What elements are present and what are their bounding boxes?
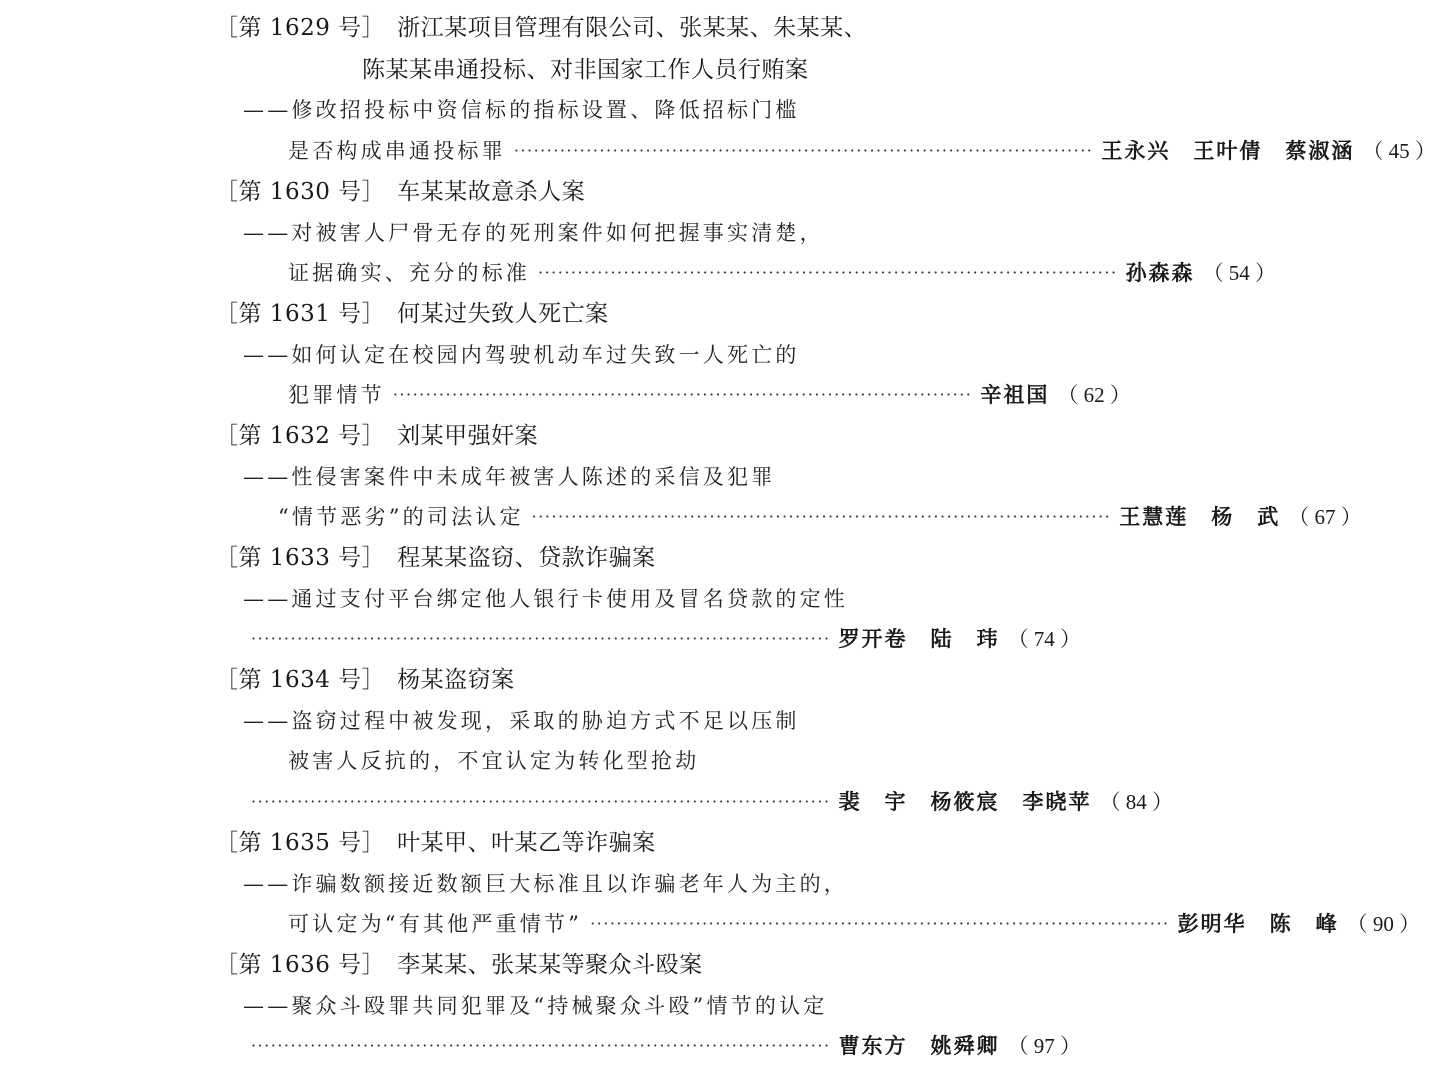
case-heading-1635 — [215, 823, 656, 863]
toc-entry-end — [288, 375, 1131, 415]
dot-leader: ························································································ — [538, 263, 1118, 282]
toc-entry-end — [288, 131, 1436, 171]
case-title: 浙江某项目管理有限公司、张某某、朱某某、 — [397, 15, 868, 41]
case-authors: 曹东方 姚舜卿 — [838, 1033, 1000, 1058]
case-authors: 裴 宇 杨筱宸 李晓苹 — [838, 789, 1092, 814]
case-authors: 王永兴 王叶倩 蔡淑涵 — [1101, 138, 1355, 163]
case-subtitle-end: 证据确实、充分的标准 — [288, 261, 530, 285]
toc-entry-end — [278, 497, 1362, 537]
case-number: ［第 1629 号］ — [215, 15, 386, 41]
dot-leader: ························································································ — [513, 141, 1094, 160]
toc-entry-end — [288, 253, 1277, 293]
case-heading-1633 — [215, 538, 656, 578]
dot-leader: ························································································ — [251, 1036, 831, 1055]
case-authors: 孙森森 — [1125, 260, 1195, 285]
dot-leader: ························································································ — [590, 914, 1170, 933]
page-number: （ 74 ） — [1007, 627, 1082, 651]
case-heading-1630 — [215, 172, 585, 212]
case-subtitle-end: 犯罪情节 — [288, 383, 385, 407]
case-title: 杨某盗窃案 — [397, 667, 515, 693]
dot-leader: ························································································ — [392, 385, 973, 404]
case-authors: 罗开卷 陆 玮 — [838, 626, 1000, 651]
case-subtitle: ——修改招投标中资信标的指标设置、降低招标门槛 — [243, 98, 800, 122]
case-subtitle: ——诈骗数额接近数额巨大标准且以诈骗老年人为主的， — [243, 872, 848, 896]
case-heading-1629 — [215, 8, 867, 48]
page-number: （ 84 ） — [1099, 790, 1174, 814]
case-title: 刘某甲强奸案 — [397, 423, 539, 449]
page-number: （ 97 ） — [1007, 1034, 1082, 1058]
case-number: ［第 1635 号］ — [215, 830, 386, 856]
page-number: （ 54 ） — [1202, 261, 1277, 285]
page-number: （ 67 ） — [1288, 505, 1362, 529]
case-heading-1634 — [215, 660, 515, 700]
case-number: ［第 1631 号］ — [215, 301, 386, 327]
case-subtitle: ——通过支付平台绑定他人银行卡使用及冒名贷款的定性 — [243, 587, 848, 611]
dot-leader: ························································································ — [251, 792, 831, 811]
case-title: 叶某甲、叶某乙等诈骗案 — [397, 830, 656, 856]
dot-leader: ························································································ — [531, 507, 1112, 526]
case-subtitle-end: 是否构成串通投标罪 — [288, 139, 506, 163]
case-number: ［第 1630 号］ — [215, 179, 386, 205]
case-subtitle: ——聚众斗殴罪共同犯罪及“持械聚众斗殴”情节的认定 — [243, 994, 828, 1018]
case-authors: 辛祖国 — [980, 382, 1050, 407]
case-title: 程某某盗窃、贷款诈骗案 — [397, 545, 656, 571]
dot-leader: ························································································ — [251, 629, 831, 648]
case-number: ［第 1634 号］ — [215, 667, 386, 693]
case-number: ［第 1636 号］ — [215, 952, 386, 978]
case-title-continued: 陈某某串通投标、对非国家工作人员行贿案 — [362, 57, 809, 83]
case-subtitle: ——盗窃过程中被发现，采取的胁迫方式不足以压制 — [243, 709, 800, 733]
case-subtitle-end: 可认定为“有其他严重情节” — [288, 912, 583, 936]
case-title: 车某某故意杀人案 — [397, 179, 586, 205]
page-number: （ 62 ） — [1057, 383, 1131, 407]
case-subtitle: ——对被害人尸骨无存的死刑案件如何把握事实清楚， — [243, 221, 824, 245]
case-heading-1631 — [215, 294, 609, 334]
case-subtitle: ——如何认定在校园内驾驶机动车过失致一人死亡的 — [243, 343, 800, 367]
toc-entry-end — [243, 1026, 1082, 1066]
case-authors: 彭明华 陈 峰 — [1177, 911, 1339, 936]
case-title: 何某过失致人死亡案 — [397, 301, 609, 327]
case-authors: 王慧莲 杨 武 — [1119, 504, 1281, 529]
page-number: （ 90 ） — [1346, 912, 1421, 936]
case-subtitle: ——性侵害案件中未成年被害人陈述的采信及犯罪 — [243, 465, 776, 489]
case-number: ［第 1633 号］ — [215, 545, 386, 571]
case-number: ［第 1632 号］ — [215, 423, 386, 449]
page-number: （ 45 ） — [1362, 139, 1436, 163]
case-heading-1632 — [215, 416, 538, 456]
case-heading-1636 — [215, 945, 703, 985]
case-subtitle-continued: 被害人反抗的，不宜认定为转化型抢劫 — [288, 749, 700, 773]
toc-entry-end — [288, 904, 1421, 944]
case-title: 李某某、张某某等聚众斗殴案 — [397, 952, 703, 978]
toc-entry-end — [243, 619, 1082, 659]
case-subtitle-end: “情节恶劣”的司法认定 — [278, 505, 524, 529]
toc-entry-end — [243, 782, 1174, 822]
